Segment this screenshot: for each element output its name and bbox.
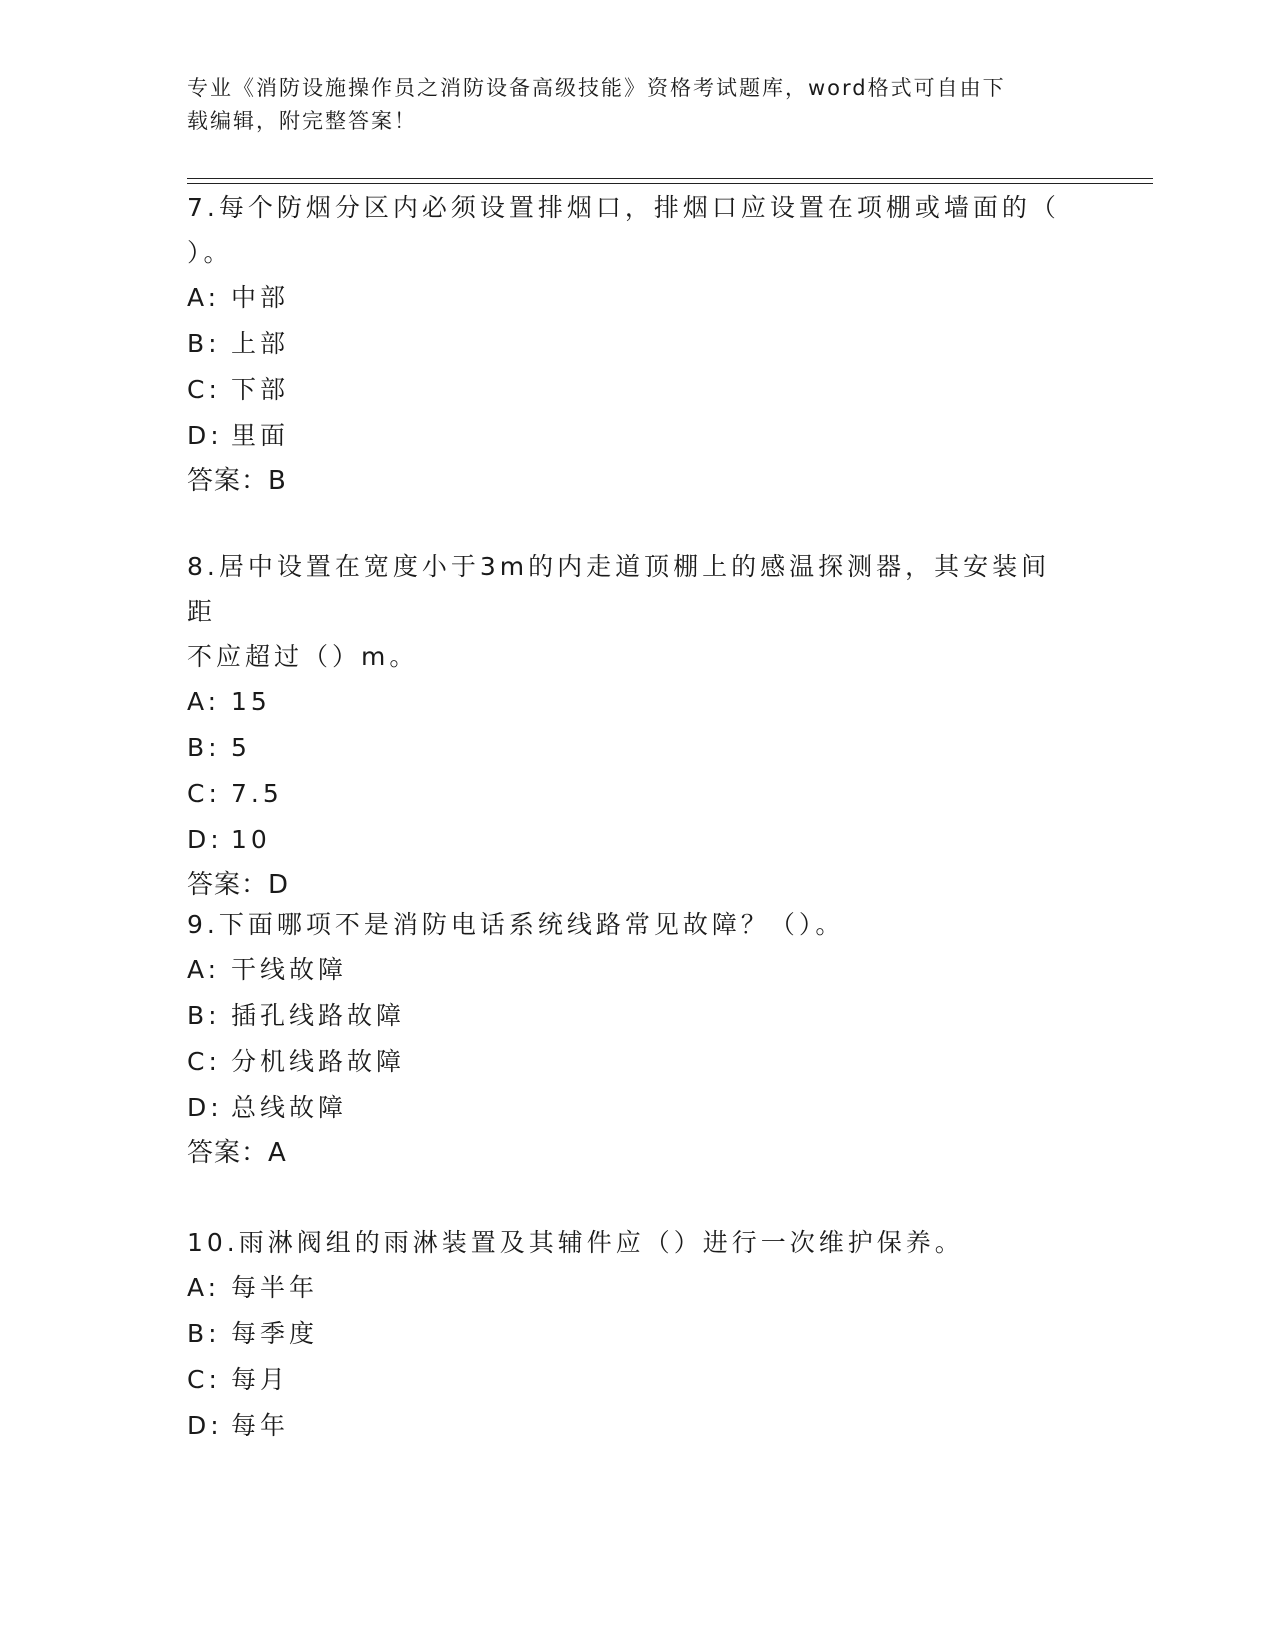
answer-label: 答案： [187, 466, 269, 496]
option-a [187, 947, 1067, 993]
question-10 [187, 1220, 1067, 1449]
option-letter: A: [187, 1273, 221, 1302]
option-letter: B: [187, 1001, 221, 1030]
answer-value: A [268, 1138, 286, 1168]
question-stem-line-1: 8.居中设置在宽度小于3m的内走道顶棚上的感温探测器，其安装间距 [187, 552, 1051, 626]
question-stem-line-2: 不应超过（）m。 [187, 642, 419, 671]
option-text: 上部 [231, 329, 290, 358]
option-a [187, 679, 1067, 725]
option-text: 总线故障 [231, 1093, 348, 1122]
option-letter: D: [187, 421, 223, 450]
option-a [187, 275, 1067, 321]
option-letter: C: [187, 1047, 221, 1076]
option-letter: A: [187, 687, 221, 716]
option-b [187, 321, 1067, 367]
answer-value: D [268, 870, 289, 900]
option-text: 每季度 [231, 1319, 319, 1348]
option-d [187, 413, 1067, 459]
question-stem-line-1: 10.雨淋阀组的雨淋装置及其辅件应（）进行一次维护保养。 [187, 1228, 964, 1257]
answer-line [187, 1131, 1067, 1175]
option-text: 里面 [231, 421, 290, 450]
question-9 [187, 902, 1067, 1175]
option-text: 每月 [231, 1365, 290, 1394]
option-letter: D: [187, 1093, 223, 1122]
answer-label: 答案： [187, 1138, 269, 1168]
option-text: 7.5 [231, 779, 283, 808]
option-text: 每年 [231, 1411, 290, 1440]
option-text: 10 [231, 825, 271, 854]
option-c [187, 771, 1067, 817]
option-c [187, 1357, 1067, 1403]
option-letter: B: [187, 329, 221, 358]
option-text: 下部 [231, 375, 290, 404]
option-letter: D: [187, 825, 223, 854]
question-8 [187, 544, 1067, 907]
option-letter: D: [187, 1411, 223, 1440]
option-text: 分机线路故障 [231, 1047, 406, 1076]
option-a [187, 1265, 1067, 1311]
option-d [187, 817, 1067, 863]
option-c [187, 367, 1067, 413]
option-b [187, 725, 1067, 771]
header-line-1: 专业《消防设施操作员之消防设备高级技能》资格考试题库，word格式可自由下 [187, 76, 1006, 100]
answer-label: 答案： [187, 870, 269, 900]
option-text: 15 [231, 687, 271, 716]
option-c [187, 1039, 1067, 1085]
answer-line [187, 459, 1067, 503]
document-header [187, 72, 1067, 138]
option-letter: A: [187, 955, 221, 984]
option-text: 中部 [231, 283, 290, 312]
option-text: 每半年 [231, 1273, 319, 1302]
answer-value: B [268, 466, 286, 496]
option-d [187, 1403, 1067, 1449]
option-d [187, 1085, 1067, 1131]
option-letter: C: [187, 375, 221, 404]
header-divider-bottom [187, 183, 1153, 184]
option-b [187, 1311, 1067, 1357]
question-stem-line-1: 7.每个防烟分区内必须设置排烟口，排烟口应设置在项棚或墙面的（ [187, 193, 1060, 222]
header-divider-top [187, 178, 1153, 179]
question-stem-line-2: ）。 [187, 238, 233, 267]
option-letter: C: [187, 779, 221, 808]
option-text: 插孔线路故障 [231, 1001, 406, 1030]
option-letter: C: [187, 1365, 221, 1394]
option-b [187, 993, 1067, 1039]
question-stem-line-1: 9.下面哪项不是消防电话系统线路常见故障？（）。 [187, 910, 845, 939]
option-text: 5 [231, 733, 251, 762]
option-letter: B: [187, 733, 221, 762]
answer-line [187, 863, 1067, 907]
option-text: 干线故障 [231, 955, 348, 984]
option-letter: A: [187, 283, 221, 312]
question-7 [187, 185, 1067, 503]
option-letter: B: [187, 1319, 221, 1348]
header-line-2: 载编辑，附完整答案！ [187, 109, 417, 133]
